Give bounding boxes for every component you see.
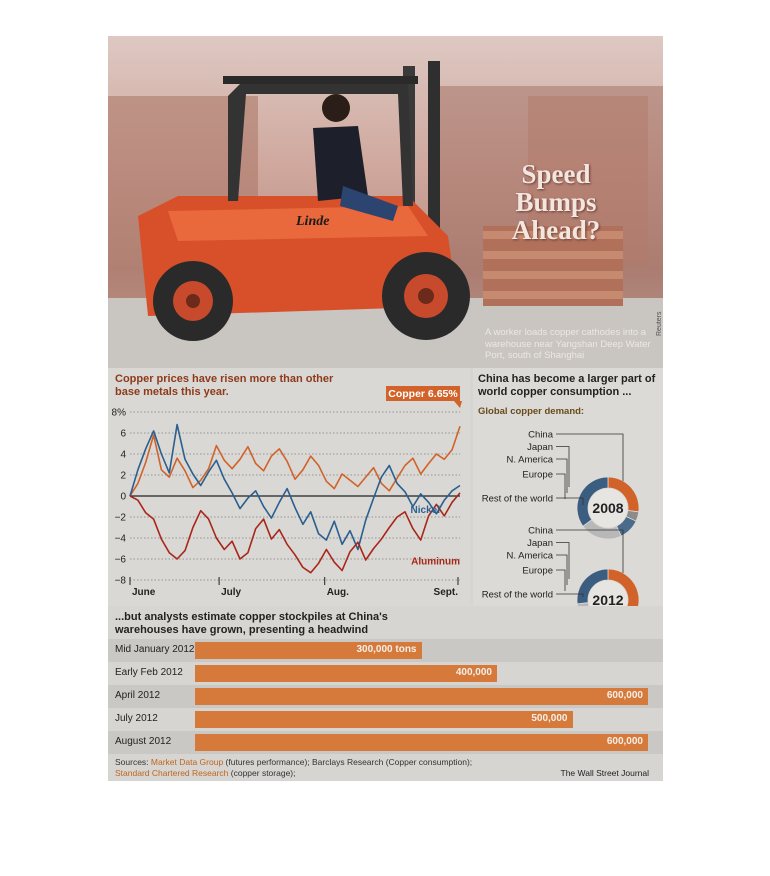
donut-legend-label: N. America — [506, 550, 553, 562]
y-tick-label: 0 — [120, 491, 126, 503]
x-tick-label: Sept. — [433, 587, 458, 598]
bar-value-label: 400,000 — [455, 667, 492, 678]
source2-note: (copper storage); — [228, 767, 296, 778]
headline: Speed Bumps Ahead? — [511, 159, 601, 245]
donut-legend-label: Europe — [522, 469, 553, 481]
donut-chart-subtitle: Global copper demand: — [478, 406, 585, 417]
copper-label-pointer — [454, 401, 462, 408]
line-chart — [108, 368, 470, 606]
bar-category-label: Mid January 2012 — [115, 644, 195, 655]
source-standard-chartered: Standard Chartered Research — [115, 767, 229, 778]
bar-category-label: August 2012 — [115, 736, 172, 747]
bar — [195, 734, 648, 751]
bar-category-label: July 2012 — [115, 713, 158, 724]
series-label-nickel: Nickel — [410, 504, 440, 516]
bar-value-label: 300,000 tons — [356, 644, 417, 655]
source-market-data-group: Market Data Group — [150, 757, 224, 767]
donut-chart-title: China has become a larger part of world copper consumption ... — [478, 373, 656, 398]
bar-category-label: April 2012 — [115, 690, 161, 701]
bar-row — [108, 685, 663, 708]
sources-note — [115, 757, 515, 778]
y-tick-label: −2 — [114, 512, 126, 524]
photo-caption: A worker loads copper cathodes into a warehouse near Yangshan Deep Water Port, south of Shanghai — [485, 327, 651, 361]
photo-credit: Reuters — [656, 311, 663, 336]
y-tick-label: −4 — [114, 533, 126, 545]
donut-charts — [473, 368, 663, 606]
y-tick-label: 4 — [120, 449, 126, 461]
y-tick-label: 2 — [120, 470, 126, 482]
forklift-brand: Linde — [296, 214, 330, 229]
bar-row — [108, 731, 663, 754]
line-chart-panel — [108, 368, 470, 606]
bar-chart-title: ...but analysts estimate copper stockpiles at China's warehouses have grown, presenting a headwind — [115, 611, 388, 636]
y-tick-label: −8 — [114, 575, 126, 587]
series-line-nickel — [130, 425, 460, 550]
bar — [195, 665, 497, 682]
bar-row — [108, 639, 663, 662]
donut-legend-label: Japan — [527, 538, 553, 549]
x-tick-label: Aug. — [326, 587, 349, 598]
bar — [195, 688, 648, 705]
bar-value-label: 500,000 — [531, 713, 568, 724]
bar-value-label: 600,000 — [606, 736, 643, 747]
sources-prefix: Sources: — [115, 757, 151, 767]
y-tick-label: 8% — [111, 407, 126, 419]
donut-legend-label: Europe — [522, 565, 553, 577]
series-label-aluminum: Aluminum — [411, 556, 460, 568]
bar-value-label: 600,000 — [606, 690, 643, 701]
leader-line — [556, 434, 623, 481]
y-tick-label: −6 — [114, 554, 126, 566]
donut-legend-label: N. America — [506, 454, 553, 466]
x-tick-label: July — [221, 587, 242, 598]
bar — [195, 642, 422, 659]
donut-year-label: 2008 — [592, 500, 624, 516]
y-tick-label: 6 — [120, 428, 126, 440]
leader-line — [556, 474, 565, 499]
series-label-copper: Copper 6.65% — [388, 388, 458, 400]
infographic — [108, 36, 663, 781]
bar-row — [108, 662, 663, 685]
bar — [195, 711, 573, 728]
x-tick-label: June — [132, 587, 156, 598]
donut-legend-label: Rest of the world — [481, 493, 553, 505]
photo-panel — [108, 36, 663, 368]
donut-year-label: 2012 — [592, 592, 624, 606]
donut-chart-panel — [473, 368, 663, 606]
donut-legend-label: China — [528, 525, 553, 537]
leader-line — [556, 570, 565, 591]
source1-note: (futures performance); Barclays Research (Copper consumption); — [223, 757, 473, 767]
publisher-credit: The Wall Street Journal — [560, 768, 649, 778]
line-chart-title: Copper prices have risen more than other base metals this year. — [115, 373, 334, 398]
donut-legend-label: Rest of the world — [481, 589, 553, 601]
donut-legend-label: China — [528, 429, 553, 441]
bar-category-label: Early Feb 2012 — [115, 667, 183, 678]
bar-row — [108, 708, 663, 731]
bar-chart-panel — [108, 606, 663, 781]
donut-legend-label: Japan — [527, 442, 553, 453]
